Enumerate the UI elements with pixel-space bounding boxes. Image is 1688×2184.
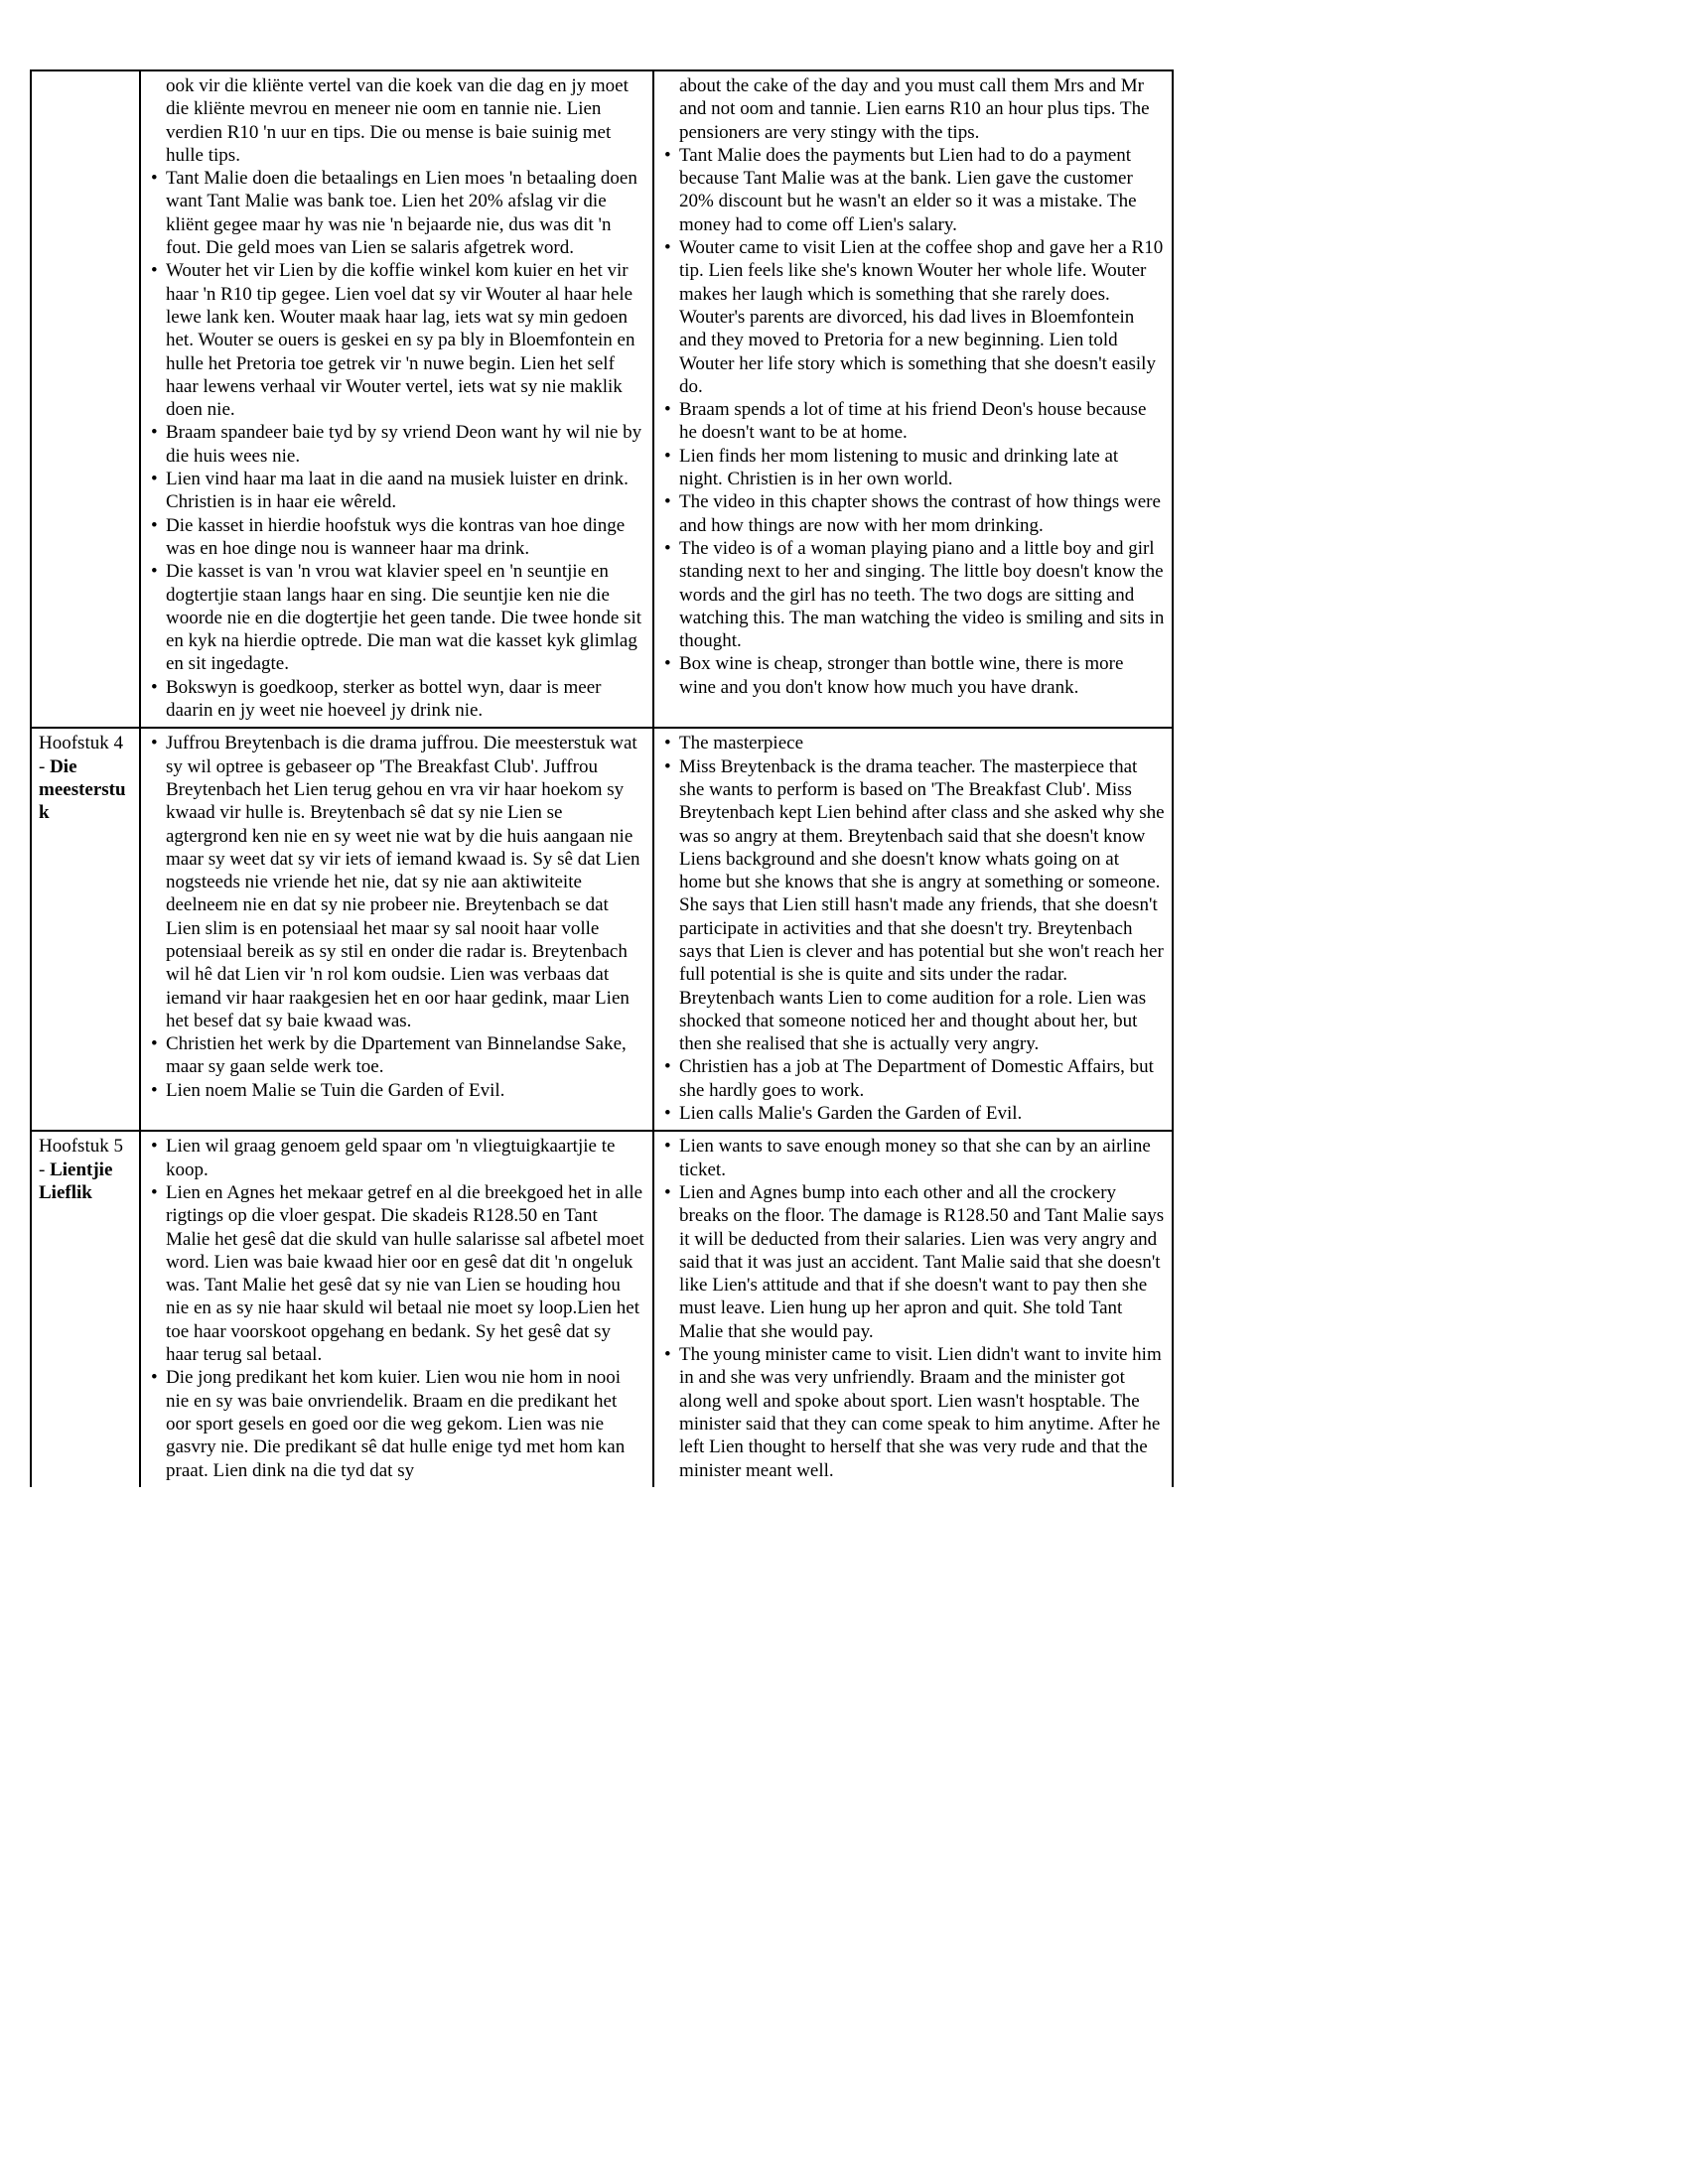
paragraph-text: Lien and Agnes bump into each other and all the crockery breaks on the floor. The damage is R128.50 and Tant Malie says it will be deducted from their salaries. Lien was very angry and said that it was just an accident. Tant Malie said that she doesn't like Lien's attitude and that if she doesn't want to pay then she must leave. Lien hung up her apron and quit. She told Tant Malie that she would pay. xyxy=(679,1181,1165,1342)
bullet-item xyxy=(661,398,1165,445)
bullet-item xyxy=(661,144,1165,236)
bullet-icon: • xyxy=(664,1136,671,1158)
afrikaans-notes-cell xyxy=(140,728,653,1131)
bullet-item xyxy=(661,537,1165,652)
paragraph-text: Christien het werk by die Dpartement van Binnelandse Sake, maar sy gaan selde werk toe. xyxy=(166,1033,627,1078)
paragraph-text: Juffrou Breytenbach is die drama juffrou. Die meesterstuk wat sy wil optree is gebaseer op 'The Breakfast Club'. Juffrou Breytenbach het Lien terug gehou en vra vir haar hoekom sy kwaad vir hulle is. Breytenbach sê dat sy nie Lien se agtergrond ken nie en sy weet nie wat by die huis aangaan nie maar sy weet dat sy vir iets of iemand kwaad is. Sy sê dat Lien nogsteeds nie vriende het nie, dat sy nie aan aktiwiteite deelneem nie en dat sy nie probeer nie. Breytenbach se dat Lien slim is en potensiaal het maar sy sal nooit haar volle potensiaal bereik as sy stil en onder die radar is. Breytenbach wil hê dat Lien vir 'n rol kom oudsie. Lien was verbaas dat iemand vir haar raakgesien het en oor haar gedink, maar Lien het besef dat sy baie kwaad was. xyxy=(166,733,640,1031)
bullet-item xyxy=(661,236,1165,398)
bullet-item xyxy=(661,755,1165,1056)
bullet-item xyxy=(661,652,1165,699)
bullet-icon: • xyxy=(151,422,158,444)
bullet-item xyxy=(148,1366,645,1481)
paragraph-text: Christien has a job at The Department of Domestic Affairs, but she hardly goes to work. xyxy=(679,1056,1154,1101)
bullet-item xyxy=(148,167,645,259)
bullet-item xyxy=(661,732,1165,754)
paragraph-text: The masterpiece xyxy=(679,733,804,754)
bullet-item xyxy=(148,468,645,514)
paragraph-text: Box wine is cheap, stronger than bottle wine, there is more wine and you don't know how much you have drank. xyxy=(679,653,1124,698)
bullet-item xyxy=(148,421,645,468)
table-row xyxy=(31,1131,1173,1486)
bullet-icon: • xyxy=(151,1367,158,1389)
bullet-icon: • xyxy=(151,260,158,282)
bullet-item xyxy=(148,514,645,561)
bullet-icon: • xyxy=(664,1056,671,1078)
bullet-item xyxy=(661,490,1165,537)
chapter-title-label: Lientjie Lieflik xyxy=(39,1159,113,1203)
bullet-icon: • xyxy=(664,237,671,259)
bullet-icon: • xyxy=(151,1079,158,1101)
bullet-item xyxy=(148,560,645,675)
paragraph-text: Lien wil graag genoem geld spaar om 'n vliegtuigkaartjie te koop. xyxy=(166,1136,616,1180)
bullet-icon: • xyxy=(151,469,158,490)
chapter-cell xyxy=(31,1131,140,1486)
paragraph-text: ook vir die kliënte vertel van die koek van die dag en jy moet die kliënte mevrou en meneer nie oom en tannie nie. Lien verdien R10 'n uur en tips. Die ou mense is baie suinig met hulle tips. xyxy=(166,75,629,166)
bullet-icon: • xyxy=(664,1181,671,1203)
chapter-cell xyxy=(31,70,140,728)
bullet-item xyxy=(661,1135,1165,1181)
bullet-item xyxy=(148,1032,645,1079)
paragraph-text: The young minister came to visit. Lien didn't want to invite him in and she was very unfriendly. Braam and the minister got along well and spoke about sport. Lien wasn't hosptable. The minister said that they can come speak to him anytime. After he left Lien thought to herself that she was very rude and that the minister meant well. xyxy=(679,1344,1162,1481)
bullet-item xyxy=(148,1079,645,1102)
bullet-icon: • xyxy=(664,755,671,777)
paragraph-text: Miss Breytenback is the drama teacher. The masterpiece that she wants to perform is based on 'The Breakfast Club'. Miss Breytenbach kept Lien behind after class and she asked why she was so angry at them. Breytenbach said that she doesn't know Liens background and she doesn't know whats going on at home but she knows that she is angry at something or someone. She says that Lien still hasn't made any friends, that she doesn't participate in activities and that she doesn't try. Breytenbach says that Lien is clever and has potential but she won't reach her full potential is she is quite and sits under the radar. Breytenbach wants Lien to come audition for a role. Lien was shocked that someone noticed her and thought about her, but then she realised that she is actually very angry. xyxy=(679,755,1165,1055)
bullet-icon: • xyxy=(151,676,158,698)
bullet-icon: • xyxy=(664,399,671,421)
paragraph-text: Lien noem Malie se Tuin die Garden of Evil. xyxy=(166,1079,505,1101)
paragraph-text: Lien finds her mom listening to music and drinking late at night. Christien is in her own world. xyxy=(679,445,1119,490)
bullet-item xyxy=(661,1343,1165,1482)
chapter-title-label: Die meesterstuk xyxy=(39,755,126,824)
paragraph-text: Wouter het vir Lien by die koffie winkel kom kuier en het vir haar 'n R10 tip gegee. Lien voel dat sy vir Wouter al haar hele lewe lank ken. Wouter maak haar lag, iets wat sy min gedoen het. Wouter se ouers is geskei en sy pa bly in Bloemfontein en hulle het Pretoria toe getrek vir 'n nuwe begin. Lien het self haar lewens verhaal vir Wouter vertel, iets wat sy nie maklik doen nie. xyxy=(166,260,635,421)
bullet-item xyxy=(661,1102,1165,1125)
chapter-cell xyxy=(31,728,140,1131)
bullet-item xyxy=(148,1135,645,1181)
bullet-item xyxy=(148,1181,645,1366)
afrikaans-notes-cell xyxy=(140,1131,653,1486)
paragraph-text: Braam spandeer baie tyd by sy vriend Deon want hy wil nie by die huis wees nie. xyxy=(166,422,642,467)
bullet-icon: • xyxy=(664,653,671,675)
table-row xyxy=(31,728,1173,1131)
paragraph-text: Die jong predikant het kom kuier. Lien wou nie hom in nooi nie en sy was baie onvriendelik. Braam en die predikant het oor sport gesels en goed oor die weg gekom. Lien was nie gasvry nie. Die predikant sê dat hulle enige tyd met hom kan praat. Lien dink na die tyd dat sy xyxy=(166,1367,626,1481)
paragraph-text: The video is of a woman playing piano and a little boy and girl standing next to her and singing. The little boy doesn't know the words and the girl has no teeth. The two dogs are sitting and watching this. The man watching the video is smiling and sits in thought. xyxy=(679,537,1165,652)
chapter-number-label: Hoofstuk 4 - xyxy=(39,733,123,777)
paragraph-text: Lien en Agnes het mekaar getref en al die breekgoed het in alle rigtings op die vloer gespat. Die skadeis R128.50 en Tant Malie het gesê dat die skuld van hulle salarisse sal afbetel moet word. Lien was baie kwaad hier oor en gesê dat dit 'n ongeluk was. Tant Malie het gesê dat sy nie van Lien se houding hou nie en as sy nie haar skuld wil betaal nie moet sy loop.Lien het toe haar voorskoot opgehang en bedank. Sy het gesê dat sy haar terug sal betaal. xyxy=(166,1181,644,1366)
paragraph-text: The video in this chapter shows the contrast of how things were and how things are now with her mom drinking. xyxy=(679,491,1161,536)
bullet-icon: • xyxy=(151,733,158,754)
bullet-item xyxy=(148,676,645,723)
bullet-icon: • xyxy=(664,491,671,513)
paragraph-text: Braam spends a lot of time at his friend Deon's house because he doesn't want to be at home. xyxy=(679,399,1147,444)
bullet-icon: • xyxy=(664,733,671,754)
bullet-icon: • xyxy=(151,514,158,536)
bullet-item xyxy=(661,445,1165,491)
bullet-icon: • xyxy=(664,1344,671,1366)
continuation-paragraph xyxy=(661,74,1165,144)
paragraph-text: Die kasset in hierdie hoofstuk wys die kontras van hoe dinge was en hoe dinge nou is wanneer haar ma drink. xyxy=(166,514,626,559)
bullet-icon: • xyxy=(151,168,158,190)
paragraph-text: Tant Malie does the payments but Lien had to do a payment because Tant Malie was at the bank. Lien gave the customer 20% discount but he wasn't an elder so it was a mistake. The money had to come off Lien's salary. xyxy=(679,144,1137,235)
chapter-number-label: Hoofstuk 5 - xyxy=(39,1136,123,1180)
bullet-icon: • xyxy=(151,1136,158,1158)
afrikaans-notes-cell xyxy=(140,70,653,728)
bullet-icon: • xyxy=(664,537,671,559)
paragraph-text: Bokswyn is goedkoop, sterker as bottel wyn, daar is meer daarin en jy weet nie hoeveel jy drink nie. xyxy=(166,676,602,722)
study-notes-table xyxy=(30,69,1174,1487)
paragraph-text: Lien wants to save enough money so that she can by an airline ticket. xyxy=(679,1136,1151,1180)
paragraph-text: Lien vind haar ma laat in die aand na musiek luister en drink. Christien is in haar eie wêreld. xyxy=(166,469,629,513)
paragraph-text: Die kasset is van 'n vrou wat klavier speel en 'n seuntjie en dogtertjie staan langs haar en sing. Die seuntjie ken nie die woorde nie en die dogtertjie het geen tande. Die twee honde sit en kyk na hierdie optrede. Die man wat die kasset kyk glimlag en sit ingedagte. xyxy=(166,561,642,675)
english-notes-cell xyxy=(653,1131,1173,1486)
bullet-item xyxy=(661,1055,1165,1102)
paragraph-text: Tant Malie doen die betaalings en Lien moes 'n betaaling doen want Tant Malie was bank toe. Lien het 20% afslag vir die kliënt gegee maar hy was nie 'n bejaarde nie, dus was dit 'n fout. Die geld moes van Lien se salaris afgetrek word. xyxy=(166,168,637,259)
english-notes-cell xyxy=(653,70,1173,728)
bullet-icon: • xyxy=(151,1033,158,1055)
english-notes-cell xyxy=(653,728,1173,1131)
paragraph-text: Wouter came to visit Lien at the coffee shop and gave her a R10 tip. Lien feels like she's known Wouter her whole life. Wouter makes her laugh which is something that she rarely does. Wouter's parents are divorced, his dad lives in Bloemfontein and they moved to Pretoria for a new beginning. Lien told Wouter her life story which is something that she doesn't easily do. xyxy=(679,237,1164,397)
bullet-icon: • xyxy=(664,144,671,166)
paragraph-text: about the cake of the day and you must call them Mrs and Mr and not oom and tannie. Lien earns R10 an hour plus tips. The pensioners are very stingy with the tips. xyxy=(679,75,1150,143)
bullet-icon: • xyxy=(151,561,158,583)
table-row xyxy=(31,70,1173,728)
bullet-icon: • xyxy=(151,1181,158,1203)
bullet-item xyxy=(148,259,645,421)
continuation-paragraph xyxy=(148,74,645,167)
bullet-item xyxy=(148,732,645,1032)
bullet-icon: • xyxy=(664,445,671,467)
bullet-icon: • xyxy=(664,1103,671,1125)
bullet-item xyxy=(661,1181,1165,1343)
paragraph-text: Lien calls Malie's Garden the Garden of Evil. xyxy=(679,1103,1023,1125)
